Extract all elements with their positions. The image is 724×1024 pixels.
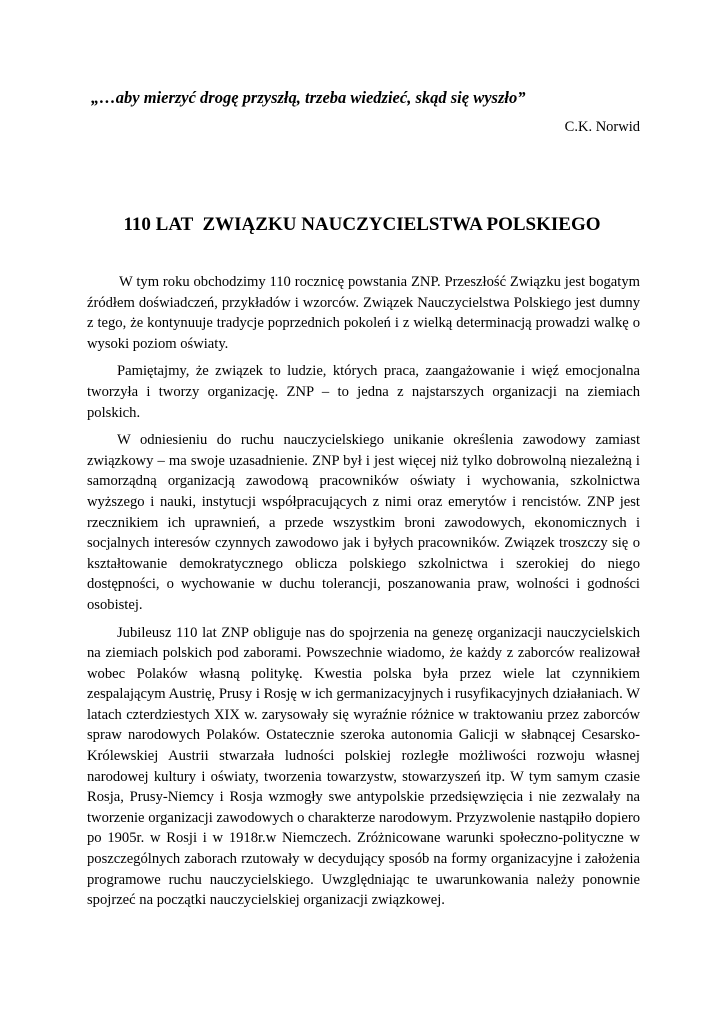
paragraph: Pamiętajmy, że związek to ludzie, których praca, zaangażowanie i więź emocjonalna tworzyła i tworzy organizację. ZNP – to jedna z najstarszych organizacji na ziemiach polskich. xyxy=(87,363,640,421)
paragraph: W odniesieniu do ruchu nauczycielskiego unikanie określenia zawodowy zamiast związkowy – ma swoje uzasadnienie. ZNP był i jest więcej niż tylko dobrowolną niezależną i samorządną organizacją zawodową pracowników oświaty i wychowania, szkolnictwa wyższego i nauki, instytucji współpracujących z nimi oraz emerytów i rencistów. ZNP jest rzecznikiem ich uprawnień, a przede wszystkim broni zawodowych, ekonomicznych i socjalnych interesów czynnych zawodowo jak i byłych pracowników. Związek troszczy się o kształtowanie demokratycznego oblicza polskiego szkolnictwa i szerokiej do niego dostępności, o wychowanie w duchu tolerancji, poszanowania praw, wolności i godności osobistej. xyxy=(87,432,640,613)
paragraph: W tym roku obchodzimy 110 rocznicę powstania ZNP. Przeszłość Związku jest bogatym źródłem doświadczeń, przykładów i wzorców. Związek Nauczycielstwa Polskiego jest dumny z tego, że kontynuuje tradycje poprzednich pokoleń i z wielką determinacją prowadzi walkę o wysoki poziom oświaty. xyxy=(87,274,640,352)
document-body xyxy=(87,272,640,918)
epigraph-author: C.K. Norwid xyxy=(564,119,640,135)
document-title: 110 LAT ZWIĄZKU NAUCZYCIELSTWA POLSKIEGO xyxy=(123,214,601,235)
epigraph-quote: „…aby mierzyć drogę przyszłą, trzeba wiedzieć, skąd się wyszło” xyxy=(91,88,526,107)
paragraph: Jubileusz 110 lat ZNP obliguje nas do spojrzenia na genezę organizacji nauczycielskich na ziemiach polskich pod zaborami. Powszechnie wiadomo, że każdy z zaborców realizował wobec Polaków własną politykę. Kwestia polska była przez wiele lat czynnikiem zespalającym Austrię, Prusy i Rosję w ich germanizacyjnych i rusyfikacyjnych działaniach. W latach czterdziestych XIX w. zarysowały się wyraźnie różnice w traktowaniu przez zaborców spraw narodowych Polaków. Ostatecznie szeroka autonomia Galicji w słabnącej Cesarsko-Królewskiej Austrii stwarzała ludności polskiej rozległe możliwości rozwoju własnej narodowej kultury i oświaty, tworzenia towarzystw, stowarzyszeń itp. W tym samym czasie Rosja, Prusy-Niemcy i Rosja wzmogły swe antypolskie przedsięwzięcia i nie zezwalały na tworzenie organizacji zawodowych o charakterze narodowym. Przyzwolenie nastąpiło dopiero po 1905r. w Rosji i w 1918r.w Niemczech. Zróżnicowane warunki społeczno-polityczne w poszczególnych zaborach rzutowały w decydujący sposób na formy organizacyjne i założenia programowe ruchu nauczycielskiego. Uwzględniając te uwarunkowania należy ponownie spojrzeć na początki nauczycielskiej organizacji związkowej. xyxy=(87,624,640,909)
